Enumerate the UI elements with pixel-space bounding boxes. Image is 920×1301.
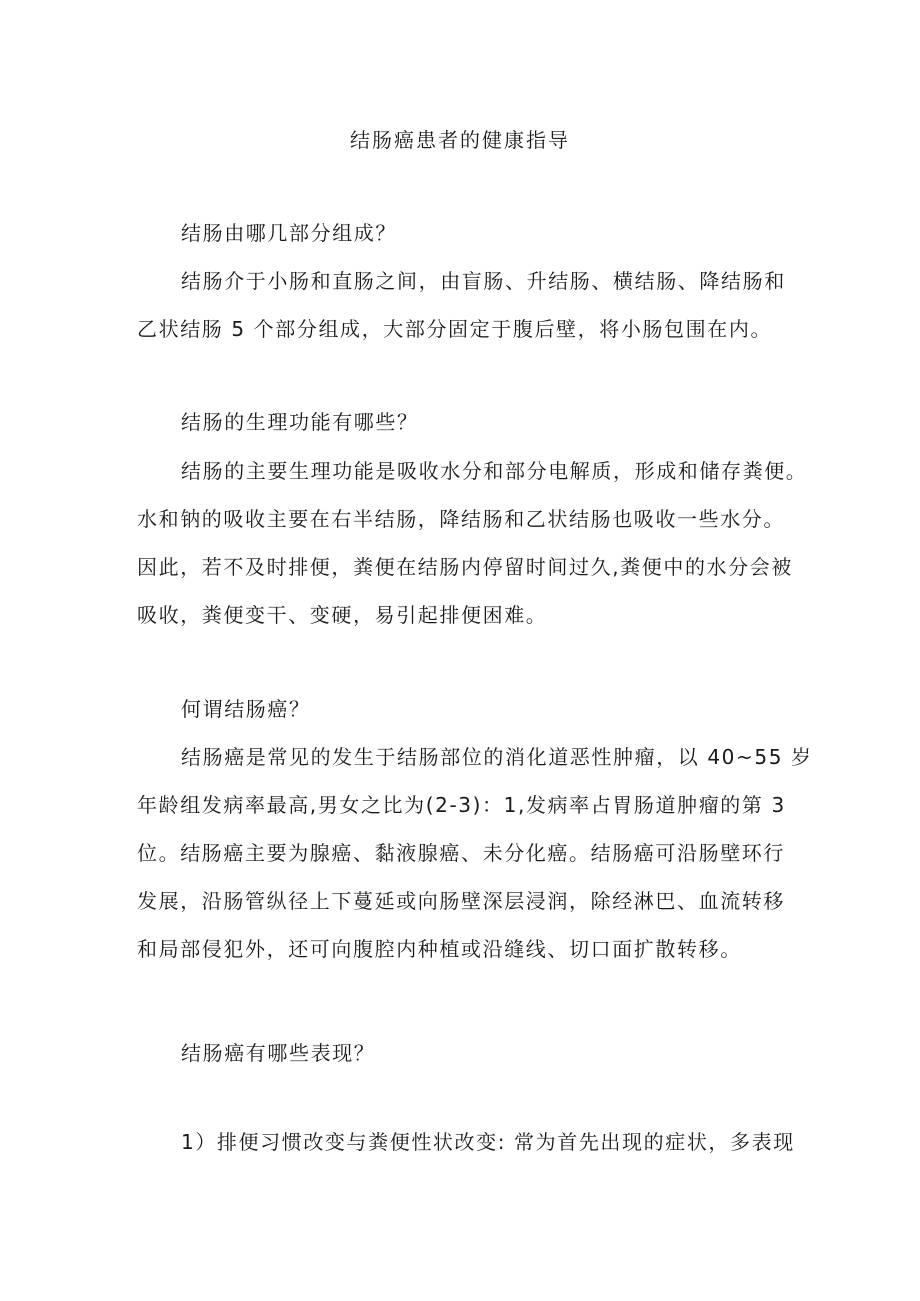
question-colon-cancer: 何谓结肠癌？ — [181, 697, 311, 721]
paragraph-line: 结肠的主要生理功能是吸收水分和部分电解质，形成和储存粪便。 — [181, 459, 808, 483]
paragraph-line: 结肠癌是常见的发生于结肠部位的消化道恶性肿瘤，以 40~55 岁 — [181, 745, 813, 769]
paragraph-line: 结肠介于小肠和直肠之间，由盲肠、升结肠、横结肠、降结肠和 — [181, 269, 786, 293]
paragraph-line: 和局部侵犯外，还可向腹腔内种植或沿缝线、切口面扩散转移。 — [137, 937, 742, 961]
paragraph-line: 吸收，粪便变干、变硬，易引起排便困难。 — [137, 603, 548, 627]
paragraph-line: 乙状结肠 5 个部分组成，大部分固定于腹后壁，将小肠包围在内。 — [137, 317, 773, 341]
question-symptoms: 结肠癌有哪些表现？ — [181, 1041, 376, 1065]
paragraph-line: 年龄组发病率最高,男女之比为(2-3)：1,发病率占胃肠道肿瘤的第 3 — [137, 793, 786, 817]
question-colon-parts: 结肠由哪几部分组成？ — [181, 221, 397, 245]
paragraph-line: 因此，若不及时排便，粪便在结肠内停留时间过久,粪便中的水分会被 — [137, 555, 793, 579]
paragraph-line: 发展，沿肠管纵径上下蔓延或向肠壁深层浸润，除经淋巴、血流转移 — [137, 889, 785, 913]
question-colon-function: 结肠的生理功能有哪些？ — [181, 410, 419, 434]
document-title: 结肠癌患者的健康指导 — [350, 128, 570, 152]
paragraph-line: 位。结肠癌主要为腺癌、黏液腺癌、未分化癌。结肠癌可沿肠壁环行 — [137, 841, 785, 865]
paragraph-line: 水和钠的吸收主要在右半结肠，降结肠和乙状结肠也吸收一些水分。 — [137, 507, 785, 531]
list-item: 1）排便习惯改变与粪便性状改变: 常为首先出现的症状，多表现 — [181, 1130, 795, 1154]
